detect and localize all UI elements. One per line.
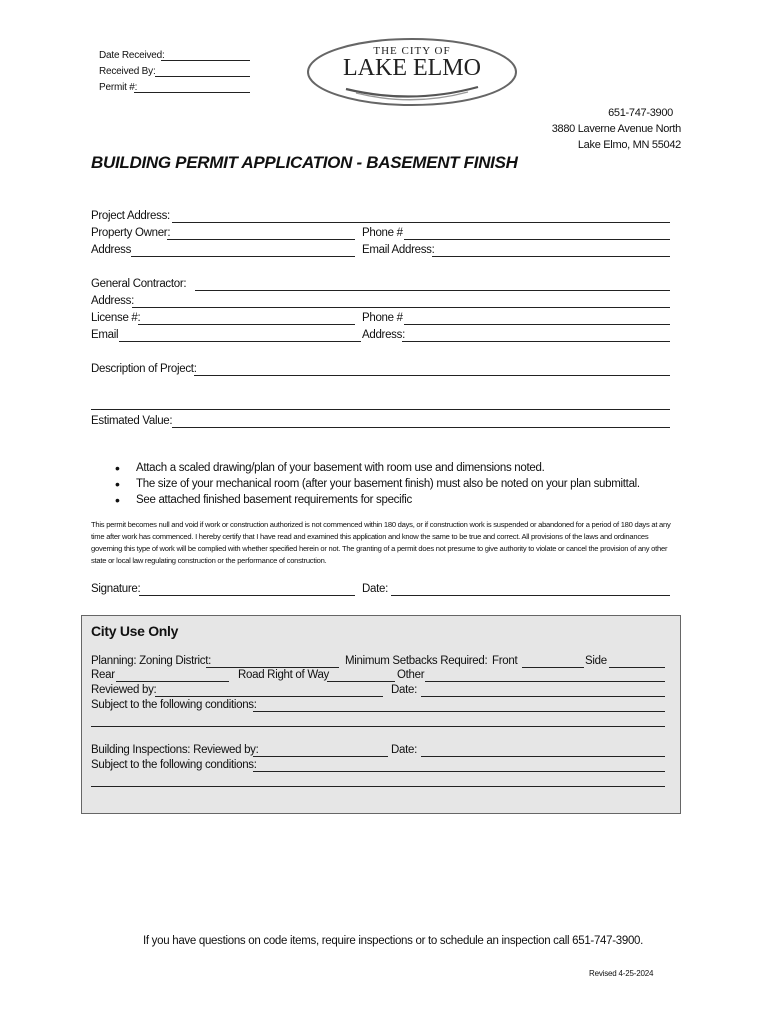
- contractor-address2-label: Address:: [362, 329, 405, 341]
- general-contractor-label: General Contractor:: [91, 278, 187, 290]
- contractor-address2-line[interactable]: [402, 341, 670, 342]
- city-zip: Lake Elmo, MN 55042: [577, 139, 681, 151]
- bullet-icon: •: [115, 460, 120, 476]
- license-line[interactable]: [138, 324, 355, 325]
- conditions-line-1[interactable]: [253, 711, 665, 712]
- contractor-phone-line[interactable]: [404, 324, 670, 325]
- min-setbacks-label: Minimum Setbacks Required:: [345, 655, 488, 667]
- contractor-email-label: Email: [91, 329, 119, 341]
- received-by-line[interactable]: [155, 76, 250, 77]
- reviewed-by-line[interactable]: [155, 696, 383, 697]
- inspection-date-line[interactable]: [421, 756, 665, 757]
- reviewed-by-label: Reviewed by:: [91, 684, 157, 696]
- other-label: Other: [397, 669, 425, 681]
- signature-label: Signature:: [91, 583, 141, 595]
- legal-disclaimer: This permit becomes null and void if work or construction authorized is not commenced within 180 days, or if construction work is suspended or abandoned for a period of 180 days at any time after work has commenced. I hereby certify that I have read and examined this application and know the same to be true and correct. All provisions of the laws and ordinances governing this type of work will be complied with whether specified herein or not. The granting of a permit does not presume to give authority to violate or cancel the provision of any other state or local law regulating construction or the performance of construction.: [91, 520, 671, 565]
- contractor-phone-label: Phone #: [362, 312, 403, 324]
- description-label: Description of Project:: [91, 363, 197, 375]
- rear-label: Rear: [91, 669, 115, 681]
- review-date-line[interactable]: [421, 696, 665, 697]
- estimated-value-line[interactable]: [172, 427, 670, 428]
- signature-date-line[interactable]: [391, 595, 670, 596]
- property-owner-line[interactable]: [167, 239, 355, 240]
- inspection-conditions-label: Subject to the following conditions:: [91, 759, 257, 771]
- other-line[interactable]: [425, 681, 665, 682]
- zoning-district-label: Planning: Zoning District:: [91, 655, 212, 667]
- inspection-conditions-line-2[interactable]: [91, 786, 665, 787]
- property-owner-label: Property Owner:: [91, 227, 171, 239]
- received-by-label: Received By:: [99, 66, 156, 77]
- permit-number-label: Permit #:: [99, 82, 138, 93]
- date-received-line[interactable]: [161, 60, 250, 61]
- description-line-2[interactable]: [91, 409, 670, 410]
- owner-phone-label: Phone #: [362, 227, 403, 239]
- road-right-of-way-label: Road Right of Way: [238, 669, 329, 681]
- description-line-1[interactable]: [194, 375, 670, 376]
- project-address-line[interactable]: [172, 222, 670, 223]
- owner-address-line[interactable]: [131, 256, 355, 257]
- side-label: Side: [585, 655, 607, 667]
- conditions-line-2[interactable]: [91, 726, 665, 727]
- bullet-item: The size of your mechanical room (after your basement finish) must also be noted on your plan submittal.: [136, 478, 640, 490]
- contractor-address-label: Address:: [91, 295, 134, 307]
- inspection-date-label: Date:: [391, 744, 417, 756]
- zoning-district-line[interactable]: [206, 667, 339, 668]
- license-label: License #:: [91, 312, 141, 324]
- city-street: 3880 Laverne Avenue North: [551, 123, 681, 135]
- logo-top-text: THE CITY OF: [373, 45, 451, 57]
- review-date-label: Date:: [391, 684, 417, 696]
- front-label: Front: [492, 655, 518, 667]
- road-right-of-way-line[interactable]: [327, 681, 395, 682]
- building-inspections-label: Building Inspections: Reviewed by:: [91, 744, 259, 756]
- signature-date-label: Date:: [362, 583, 388, 595]
- owner-address-label: Address: [91, 244, 132, 256]
- date-received-label: Date Received:: [99, 50, 165, 61]
- bullet-item: See attached finished basement requirements for specific: [136, 494, 412, 506]
- front-line[interactable]: [522, 667, 584, 668]
- city-use-box: [81, 615, 681, 814]
- signature-line[interactable]: [139, 595, 355, 596]
- revised-date: Revised 4-25-2024: [589, 969, 654, 978]
- general-contractor-line[interactable]: [195, 290, 670, 291]
- conditions-label: Subject to the following conditions:: [91, 699, 257, 711]
- bullet-item: Attach a scaled drawing/plan of your basement with room use and dimensions noted.: [136, 462, 545, 474]
- owner-phone-line[interactable]: [404, 239, 670, 240]
- permit-number-line[interactable]: [134, 92, 250, 93]
- logo-main-text: LAKE ELMO: [343, 55, 481, 81]
- form-title: BUILDING PERMIT APPLICATION - BASEMENT FINISH: [91, 153, 518, 172]
- side-line[interactable]: [609, 667, 665, 668]
- city-phone: 651-747-3900: [608, 107, 673, 119]
- estimated-value-label: Estimated Value:: [91, 415, 173, 427]
- bullet-icon: •: [115, 476, 120, 492]
- inspection-conditions-line-1[interactable]: [253, 771, 665, 772]
- contractor-address-line[interactable]: [132, 307, 670, 308]
- rear-line[interactable]: [116, 681, 229, 682]
- building-inspections-line[interactable]: [253, 756, 388, 757]
- owner-email-line[interactable]: [432, 256, 670, 257]
- contractor-email-line[interactable]: [119, 341, 361, 342]
- city-use-heading: City Use Only: [91, 623, 179, 639]
- bullet-icon: •: [115, 492, 120, 508]
- footer-questions: If you have questions on code items, require inspections or to schedule an inspection call 651-747-3900.: [143, 935, 644, 947]
- city-logo: [306, 37, 518, 107]
- owner-email-label: Email Address:: [362, 244, 435, 256]
- project-address-label: Project Address:: [91, 210, 170, 222]
